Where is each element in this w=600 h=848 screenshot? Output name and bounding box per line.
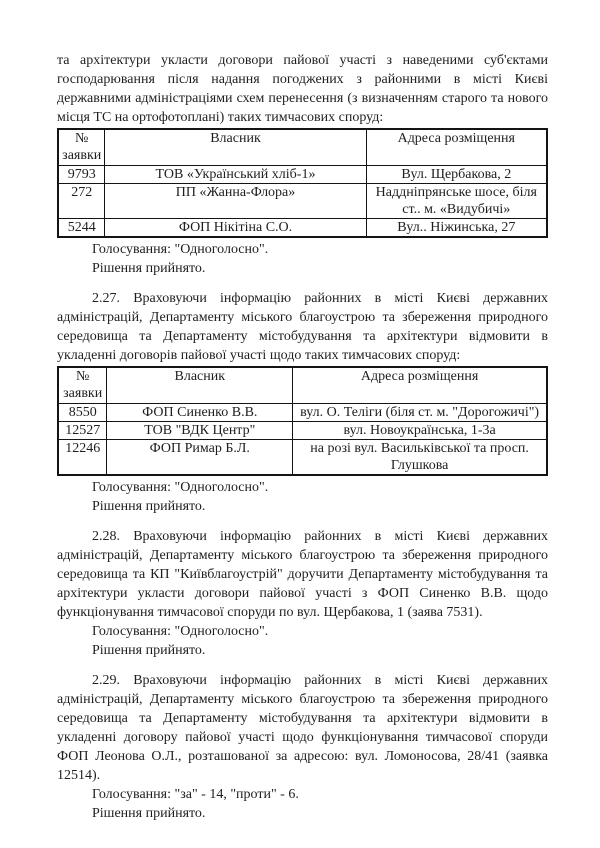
cell-address: вул. О. Теліги (біля ст. м. "Дорогожичі"): [293, 404, 547, 422]
cell-application-number: 12527: [58, 422, 107, 440]
cell-application-number: 12246: [58, 440, 107, 476]
paragraph-item-2-27: 2.27. Враховуючи інформацію районних в місті Києві державних адміністрацій, Департаменту міського благоустрою та збереження природного середовища та Департаменту містобудування та архітектури відмовити в укладенні договорів пайової участі щодо таких тимчасових споруд:: [57, 291, 548, 363]
cell-owner: ТОВ "ВДК Центр": [107, 422, 293, 440]
cell-application-number: 272: [58, 184, 105, 219]
paragraph-intro: та архітектури укласти договори пайової участі з наведеними суб'єктами господарювання після надання погоджених з районними в місті Києві державними адміністраціями схем перенесення (з визначенням старого та нового місця ТС на ортофотоплані) таких тимчасових споруд:: [57, 53, 548, 125]
cell-application-number: 9793: [58, 166, 105, 184]
cell-address: Вул. Щербакова, 2: [366, 166, 547, 184]
cell-owner: ФОП Нікітіна С.О.: [105, 219, 366, 238]
paragraph-item-2-29: 2.29. Враховуючи інформацію районних в місті Києві державних адміністрацій, Департаменту міського благоустрою та збереження природного середовища та Департаменту містобудування та архітектури відмовити в укладенні договору пайової участі щодо функціонування тимчасової споруди ФОП Леонова О.Л., розташованої за адресою: вул. Ломоносова, 28/41 (заявка 12514).: [57, 673, 548, 783]
voting-result: Голосування: "Одноголосно".: [92, 480, 269, 495]
cell-owner: ПП «Жанна-Флора»: [105, 184, 366, 219]
table-approved-structures: [57, 128, 548, 238]
header-cell-owner: Власник: [105, 129, 366, 166]
cell-owner: ТОВ «Український хліб-1»: [105, 166, 366, 184]
voting-result: Голосування: "Одноголосно".: [92, 242, 269, 257]
header-cell-address: Адреса розміщення: [366, 129, 547, 166]
cell-application-number: 8550: [58, 404, 107, 422]
cell-address: Наддніпрянське шосе, біля ст.. м. «Видубичі»: [366, 184, 547, 219]
decision-status: Рішення прийнято.: [92, 806, 206, 821]
table-row: [58, 166, 547, 184]
table-row: [58, 219, 547, 238]
decision-status: Рішення прийнято.: [92, 643, 206, 658]
cell-application-number: 5244: [58, 219, 105, 238]
cell-address: на розі вул. Васильківської та просп. Глушкова: [293, 440, 547, 476]
table-row: [58, 404, 547, 422]
header-cell-address: Адреса розміщення: [293, 367, 547, 404]
table-row: [58, 184, 547, 219]
table-refused-structures: [57, 366, 548, 476]
paragraph-item-2-28: 2.28. Враховуючи інформацію районних в місті Києві державних адміністрацій, Департаменту міського благоустрою та збереження природного середовища та КП "Київблагоустрій" доручити Департаменту містобудування та архітектури укласти договори пайової участі з ФОП Синенко В.В. щодо функціонування тимчасової споруди по вул. Щербакова, 1 (заява 7531).: [57, 529, 548, 620]
cell-address: Вул.. Ніжинська, 27: [366, 219, 547, 238]
voting-result: Голосування: "за" - 14, "проти" - 6.: [92, 787, 299, 802]
header-cell-owner: Власник: [107, 367, 293, 404]
decision-status: Рішення прийнято.: [92, 499, 206, 514]
table-row: [58, 440, 547, 476]
cell-address: вул. Новоукраїнська, 1-3а: [293, 422, 547, 440]
table-header-row: [58, 129, 547, 166]
table-row: [58, 422, 547, 440]
cell-owner: ФОП Римар Б.Л.: [107, 440, 293, 476]
cell-owner: ФОП Синенко В.В.: [107, 404, 293, 422]
header-cell-application-number: № заявки: [58, 367, 107, 404]
table-header-row: [58, 367, 547, 404]
voting-result: Голосування: "Одноголосно".: [92, 624, 269, 639]
decision-status: Рішення прийнято.: [92, 261, 206, 276]
header-cell-application-number: № заявки: [58, 129, 105, 166]
